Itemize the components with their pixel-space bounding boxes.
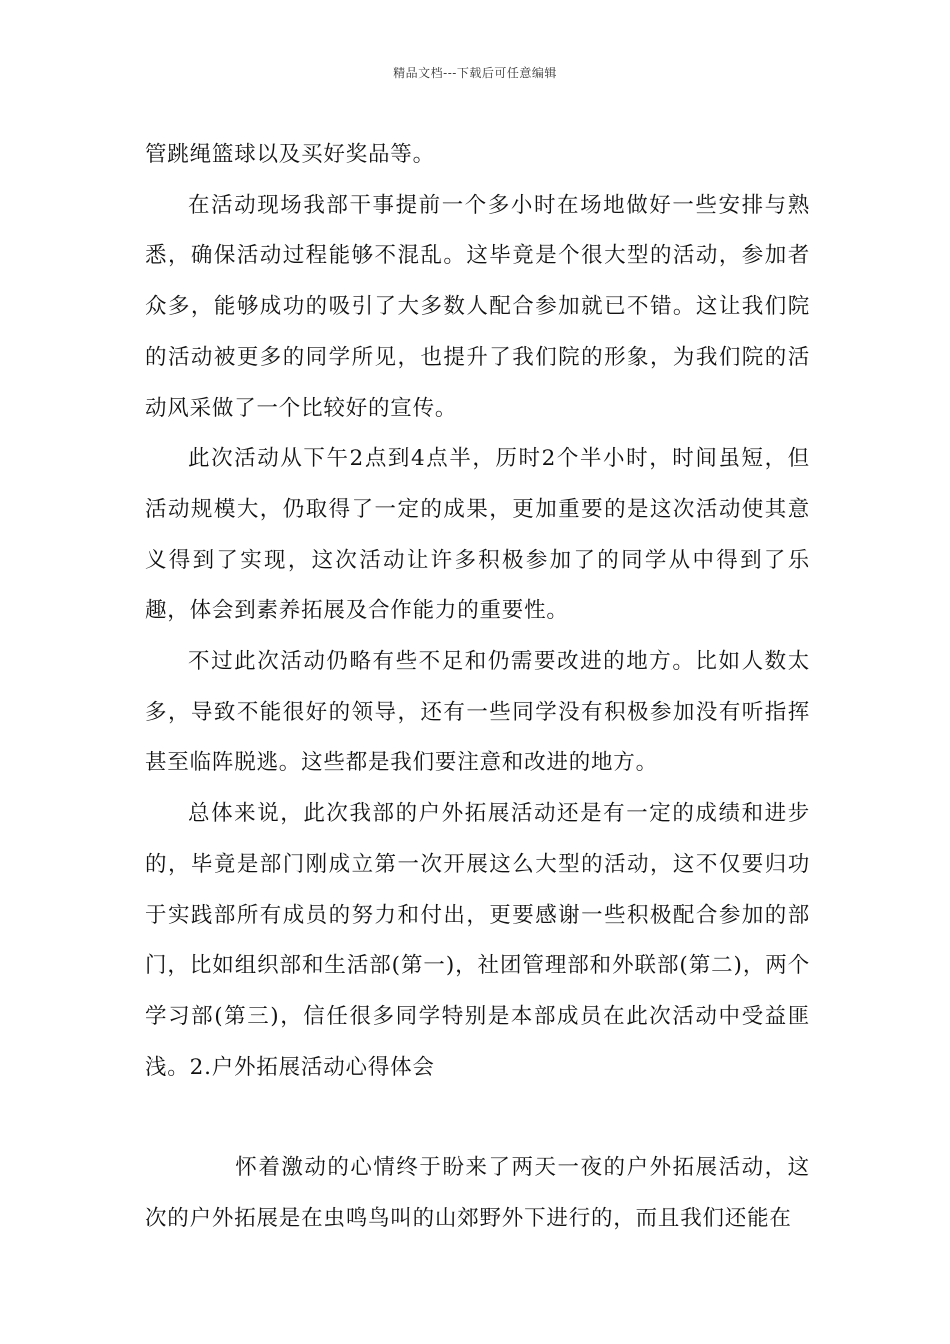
paragraph-shortcomings: 不过此次活动仍略有些不足和仍需要改进的地方。比如人数太多，导致不能很好的领导，还有一些同学没有积极参加没有听指挥甚至临阵脱逃。这些都是我们要注意和改进的地方。 — [145, 649, 810, 776]
document-body — [145, 130, 810, 1245]
paragraph-summary: 总体来说，此次我部的户外拓展活动还是有一定的成绩和进步的，毕竟是部门刚成立第一次开展这么大型的活动，这不仅要归功于实践部所有成员的努力和付出，更要感谢一些积极配合参加的部门，比如组织部和生活部(第一)，社团管理部和外联部(第二)，两个学习部(第三)，信任很多同学特别是本部成员在此次活动中受益匪浅。2.户外拓展活动心得体会 — [145, 801, 810, 1080]
paragraph-activity-site: 在活动现场我部干事提前一个多小时在场地做好一些安排与熟悉，确保活动过程能够不混乱。这毕竟是个很大型的活动，参加者众多，能够成功的吸引了大多数人配合参加就已不错。这让我们院的活动被更多的同学所见，也提升了我们院的形象，为我们院的活动风采做了一个比较好的宣传。 — [145, 192, 810, 421]
paragraph-continuation: 管跳绳篮球以及买好奖品等。 — [145, 142, 435, 167]
paragraph-experience: 怀着激动的心情终于盼来了两天一夜的户外拓展活动，这次的户外拓展是在虫鸣鸟叫的山郊野外下进行的，而且我们还能在 — [145, 1155, 810, 1232]
paragraph-activity-time: 此次活动从下午2点到4点半，历时2个半小时，时间虽短，但活动规模大，仍取得了一定的成果，更加重要的是这次活动使其意义得到了实现，这次活动让许多积极参加了的同学从中得到了乐趣，体会到素养拓展及合作能力的重要性。 — [145, 446, 810, 624]
page-header: 精品文档---下载后可任意编辑 — [393, 66, 557, 80]
